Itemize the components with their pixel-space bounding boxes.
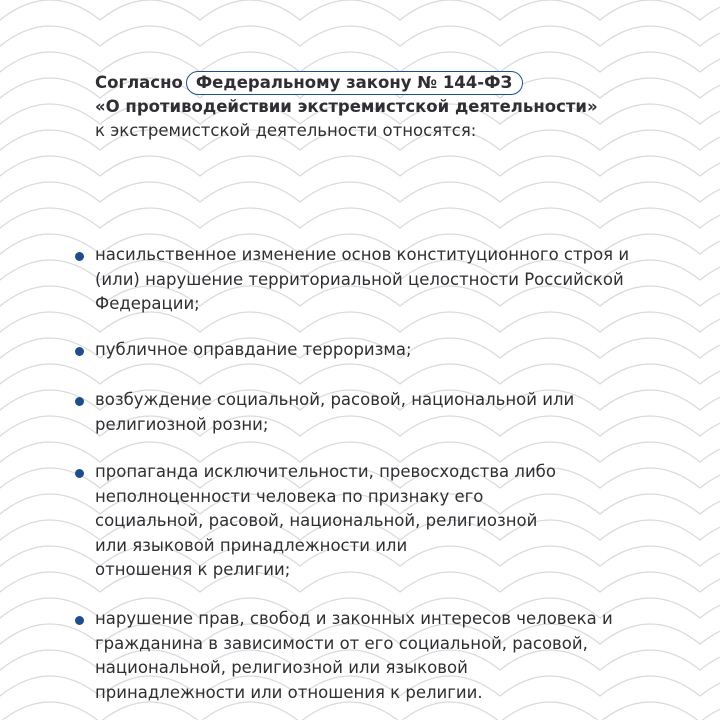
list-item — [95, 388, 695, 437]
wave-line — [0, 442, 720, 462]
list-item — [95, 338, 695, 363]
wave-line — [0, 0, 720, 20]
wave-line — [0, 208, 720, 228]
wave-line — [0, 182, 720, 202]
law-title: «О противодействии экстремистской деятельности» — [95, 97, 598, 116]
intro-first-line — [95, 71, 695, 95]
wave-line — [0, 52, 720, 72]
wave-line — [0, 156, 720, 176]
wave-line — [0, 364, 720, 384]
intro-lead: Согласно — [95, 73, 183, 92]
list-item-text: публичное оправдание терроризма; — [95, 340, 412, 359]
list-item-text: насильственное изменение основ конституционного строя и (или) нарушение территориальной целостности Российской Федерации; — [95, 245, 630, 313]
law-name-pill: Федеральному закону № 144-ФЗ — [186, 71, 523, 95]
list-item-text: возбуждение социальной, расовой, национальной или религиозной розни; — [95, 390, 575, 434]
list-item — [95, 607, 695, 705]
bullet-icon — [75, 616, 84, 625]
document-body — [95, 71, 695, 702]
bullet-icon — [75, 347, 84, 356]
bullet-icon — [75, 252, 84, 261]
list-item — [95, 243, 695, 317]
intro-tail: к экстремистской деятельности относятся: — [95, 121, 477, 140]
list-item — [95, 460, 695, 583]
bullet-icon — [75, 469, 84, 478]
list-item-text: нарушение прав, свобод и законных интересов человека и гражданина в зависимости от его социальной, расовой, национальной, религиозной или языковой принадлежности или отношения к религии. — [95, 609, 613, 702]
bullet-icon — [75, 397, 84, 406]
wave-line — [0, 26, 720, 46]
list-item-text: пропаганда исключительности, превосходства либо неполноценности человека по признаку его социальной, расовой, национальной, религиозной или языковой принадлежности или отношения к религии; — [95, 462, 556, 579]
